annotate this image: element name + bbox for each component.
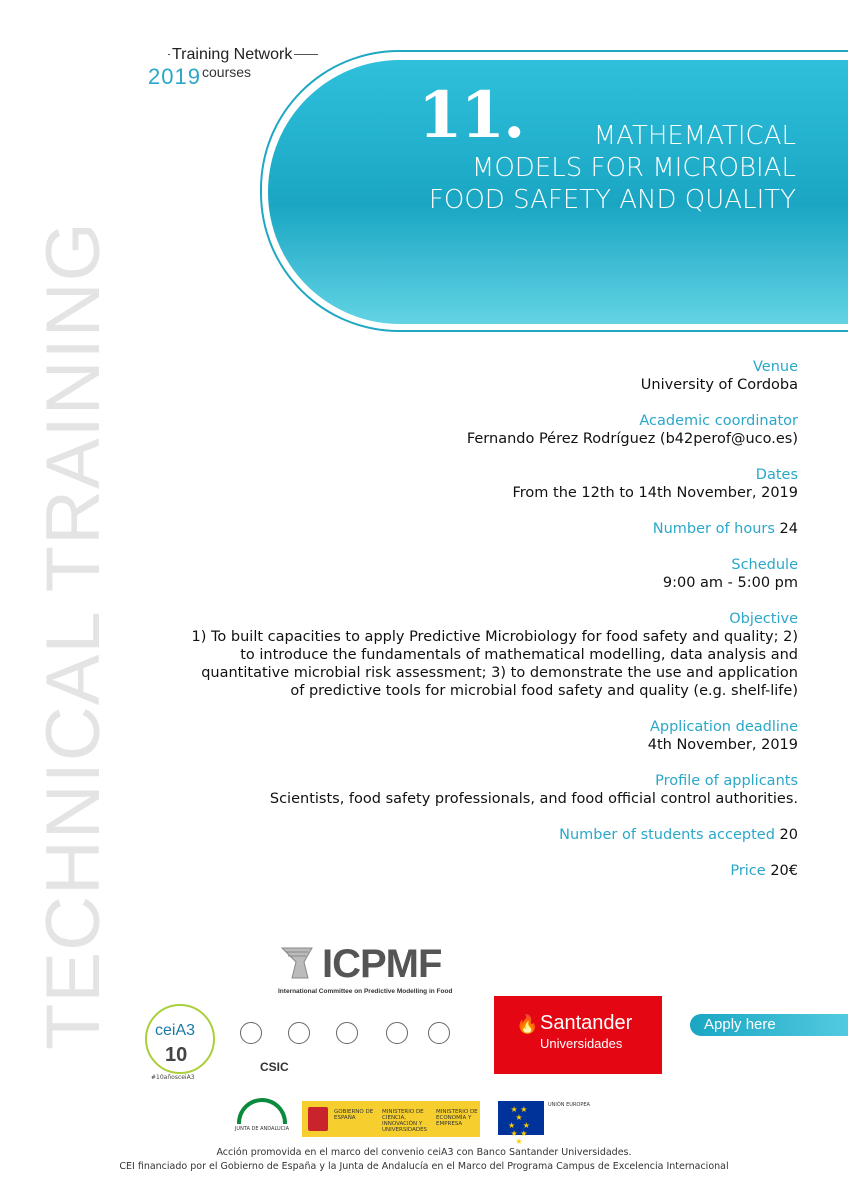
santander-name: Santander [540,1012,633,1034]
deadline-value: 4th November, 2019 [647,737,798,753]
university-logo [386,1022,408,1046]
icpmf-mark-icon [278,944,318,982]
course-info [148,358,798,898]
course-title-line: MATHEMATICAL [593,121,796,151]
dates-value: From the 12th to 14th November, 2019 [512,485,798,501]
profile-label: Profile of applicants [655,773,798,789]
santander-flame-icon: 🔥 [516,1014,539,1035]
university-seal-icon [336,1022,358,1044]
university-logo [336,1022,358,1046]
santander-logo [494,996,662,1074]
hours-label: Number of hours [652,521,775,537]
network-courses: courses [202,64,252,80]
coordinator-value: Fernando Pérez Rodríguez (b42perof@uco.es) [466,431,798,447]
university-logo [288,1022,310,1046]
gobierno-espana-logo [302,1101,480,1137]
objective-line: 1) To built capacities to apply Predictive Microbiology for food safety and quality; 2) [191,629,798,645]
university-logo [240,1022,262,1046]
dates-label: Dates [755,467,798,483]
hours-block [148,520,798,538]
university-logo [428,1022,450,1046]
ceia3-anniversary: 10 [165,1044,188,1066]
network-title: Training Network [172,46,293,63]
university-seal-icon [428,1022,450,1044]
objective-line: to introduce the fundamentals of mathematical modelling, data analysis and [240,647,798,663]
junta-name: JUNTA DE ANDALUCIA [234,1126,290,1132]
schedule-value: 9:00 am - 5:00 pm [662,575,798,591]
ceia3-logo [145,994,215,1090]
university-seal-icon [240,1022,262,1044]
university-seal-icon [288,1022,310,1044]
apply-here-label: here [745,1016,776,1033]
icpmf-name: ICPMF [322,942,442,986]
eu-stars-icon: ★ ★ ★ ★ ★ ★ ★ ★ [508,1105,530,1146]
gobierno-label: GOBIERNO DE ESPAÑA [334,1109,374,1121]
students-value: 20 [779,827,798,843]
ceia3-name: ceiA3 [155,1022,196,1039]
objective-block [148,610,798,700]
santander-sub: Universidades [540,1036,623,1051]
venue-label: Venue [752,359,798,375]
objective-line: of predictive tools for microbial food safety and quality (e.g. shelf-life) [290,683,798,699]
schedule-label: Schedule [731,557,798,573]
course-title [376,120,796,216]
eu-flag-icon [498,1101,544,1146]
csic-logo: CSIC [260,1060,289,1074]
coordinator-label: Academic coordinator [639,413,798,429]
apply-label: Apply [704,1016,742,1033]
students-label: Number of students accepted [559,827,775,843]
course-title-line: FOOD SAFETY AND QUALITY [428,185,796,215]
icpmf-subtitle: International Committee on Predictive Modelling in Food [278,988,453,995]
university-seal-icon [386,1022,408,1044]
price-value: 20€ [770,863,798,879]
venue-block [148,358,798,394]
course-number: 11. [418,78,524,153]
side-title: TECHNICAL TRAINING [31,221,116,1050]
price-block [148,862,798,880]
dates-block [148,466,798,502]
ministry-economy-label: MINISTERIO DE ECONOMÍA Y EMPRESA [436,1109,478,1127]
junta-arc-icon [237,1098,287,1124]
objective-label: Objective [729,611,798,627]
footer-line: CEI financiado por el Gobierno de España y la Junta de Andalucía en el Marco del Programa Campus de Excelencia Internacional [119,1161,729,1172]
deadline-label: Application deadline [649,719,798,735]
spain-crest-icon [308,1107,328,1131]
coordinator-block [148,412,798,448]
apply-here-link[interactable] [690,1014,848,1036]
profile-value: Scientists, food safety professionals, and food official control authorities. [269,791,798,807]
course-title-line: MODELS FOR MICROBIAL [471,153,796,183]
ceia3-hashtag: #10añosceiA3 [151,1074,195,1081]
footer [0,1146,848,1174]
deadline-block [148,718,798,754]
profile-block [148,772,798,808]
icpmf-logo [278,942,453,996]
venue-value: University of Cordoba [640,377,798,393]
network-year: 2019 [148,64,201,89]
ministry-science-label: MINISTERIO DE CIENCIA, INNOVACIÓN Y UNIVERSIDADES [382,1109,428,1133]
price-label: Price [730,863,766,879]
junta-andalucia-logo [222,1098,302,1132]
objective-line: quantitative microbial risk assessment; 3) to demonstrate the use and application [201,665,798,681]
students-block [148,826,798,844]
hours-value: 24 [779,521,798,537]
schedule-block [148,556,798,592]
eu-label: UNIÓN EUROPEA [548,1102,590,1108]
footer-line: Acción promovida en el marco del convenio ceiA3 con Banco Santander Universidades. [216,1147,632,1158]
